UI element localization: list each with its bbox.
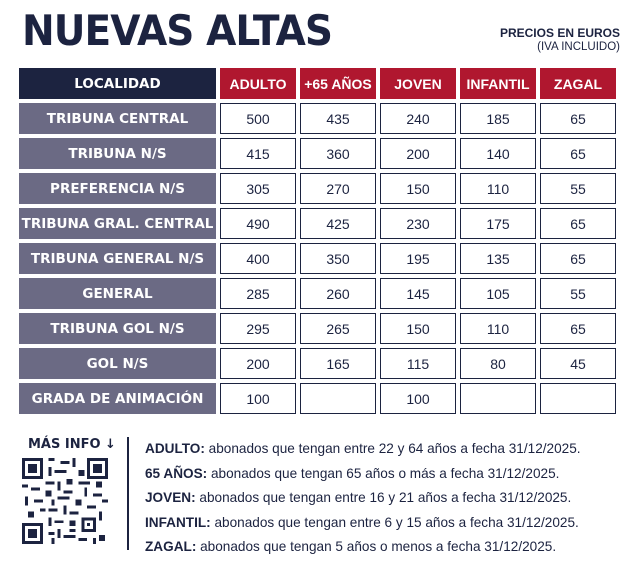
- price-cell: 240: [380, 103, 456, 134]
- header-category-adulto: ADULTO: [220, 68, 296, 99]
- row-location: TRIBUNA GRAL. CENTRAL: [19, 208, 216, 239]
- legend-text: abonados que tengan entre 6 y 15 años a fecha 31/12/2025.: [210, 514, 579, 530]
- price-cell: 150: [380, 173, 456, 204]
- price-cell: 150: [380, 313, 456, 344]
- table-row: [19, 313, 616, 344]
- legend-term: INFANTIL:: [145, 514, 211, 530]
- price-cell: 185: [460, 103, 536, 134]
- price-cell: 100: [220, 383, 296, 414]
- price-cell: 65: [540, 138, 616, 169]
- header-category-65: +65 AÑOS: [300, 68, 376, 99]
- legend-term: JOVEN:: [145, 490, 196, 505]
- price-cell: 65: [540, 208, 616, 239]
- table-row: [19, 138, 616, 169]
- table-row: [19, 243, 616, 274]
- row-location: GRADA DE ANIMACIÓN: [19, 383, 216, 414]
- header-category-infantil: INFANTIL: [460, 68, 536, 99]
- legend-text: abonados que tengan entre 22 y 64 años a fecha 31/12/2025.: [204, 441, 581, 456]
- legend-text: abonados que tengan 5 años o menos a fecha 31/12/2025.: [196, 539, 557, 554]
- price-cell: 80: [460, 348, 536, 379]
- header-category-joven: JOVEN: [380, 68, 456, 99]
- price-cell: 65: [540, 313, 616, 344]
- price-cell: 175: [460, 208, 536, 239]
- price-cell: 260: [300, 278, 376, 309]
- price-cell: 500: [220, 103, 296, 134]
- row-location: TRIBUNA N/S: [19, 138, 216, 169]
- price-cell: 145: [380, 278, 456, 309]
- price-cell: 100: [380, 383, 456, 414]
- price-cell: 295: [220, 313, 296, 344]
- legend-item-adulto: [145, 437, 581, 462]
- row-location: TRIBUNA GENERAL N/S: [19, 243, 216, 274]
- price-cell: 285: [220, 278, 296, 309]
- price-cell: 425: [300, 208, 376, 239]
- price-cell: 45: [540, 348, 616, 379]
- table-row: [19, 208, 616, 239]
- price-cell: 135: [460, 243, 536, 274]
- row-location: TRIBUNA CENTRAL: [19, 103, 216, 134]
- price-cell: 200: [220, 348, 296, 379]
- price-cell: 55: [540, 173, 616, 204]
- prices-note: [500, 26, 620, 54]
- legend-term: ADULTO:: [145, 441, 205, 456]
- price-cell: 65: [540, 243, 616, 274]
- row-location: TRIBUNA GOL N/S: [19, 313, 216, 344]
- table-row: [19, 278, 616, 309]
- prices-note-currency: PRECIOS EN EUROS: [499, 26, 620, 40]
- table-row: [19, 383, 616, 414]
- price-cell: 110: [460, 173, 536, 204]
- price-cell: 65: [540, 103, 616, 134]
- price-cell: [300, 383, 376, 414]
- qr-code-icon[interactable]: [22, 458, 108, 544]
- price-cell: [460, 383, 536, 414]
- price-cell: 165: [300, 348, 376, 379]
- header-category-zagal: ZAGAL: [540, 68, 616, 99]
- legend-term: ZAGAL:: [145, 539, 197, 554]
- price-cell: 230: [380, 208, 456, 239]
- table-row: [19, 103, 616, 134]
- price-table: [19, 68, 616, 414]
- legend-item-zagal: [145, 535, 581, 560]
- table-row: [19, 348, 616, 379]
- more-info-label: MÁS INFO ↓: [28, 437, 116, 452]
- price-cell: 435: [300, 103, 376, 134]
- price-cell: [540, 383, 616, 414]
- legend-item-joven: [145, 486, 581, 511]
- price-cell: 115: [380, 348, 456, 379]
- price-cell: 55: [540, 278, 616, 309]
- table-row: [19, 173, 616, 204]
- divider-line: [127, 437, 129, 550]
- row-location: GENERAL: [19, 278, 216, 309]
- table-header-row: [19, 68, 616, 99]
- row-location: GOL N/S: [19, 348, 216, 379]
- price-cell: 270: [300, 173, 376, 204]
- price-cell: 490: [220, 208, 296, 239]
- price-cell: 305: [220, 173, 296, 204]
- legend-text: abonados que tengan entre 16 y 21 años a fecha 31/12/2025.: [195, 490, 572, 505]
- price-cell: 265: [300, 313, 376, 344]
- price-cell: 415: [220, 138, 296, 169]
- category-legend: [145, 437, 581, 560]
- price-cell: 400: [220, 243, 296, 274]
- price-cell: 360: [300, 138, 376, 169]
- legend-item-65: [145, 462, 581, 487]
- prices-note-vat: (IVA INCLUIDO): [537, 41, 620, 53]
- price-cell: 195: [380, 243, 456, 274]
- price-cell: 105: [460, 278, 536, 309]
- row-location: PREFERENCIA N/S: [19, 173, 216, 204]
- price-cell: 140: [460, 138, 536, 169]
- page-title: NUEVAS ALTAS: [22, 6, 333, 55]
- legend-text: abonados que tengan 65 años o más a fecha 31/12/2025.: [207, 465, 560, 481]
- header-location: LOCALIDAD: [19, 68, 216, 99]
- price-cell: 200: [380, 138, 456, 169]
- price-cell: 110: [460, 313, 536, 344]
- legend-term: 65 AÑOS:: [145, 465, 208, 481]
- price-cell: 350: [300, 243, 376, 274]
- legend-item-infantil: [145, 511, 581, 536]
